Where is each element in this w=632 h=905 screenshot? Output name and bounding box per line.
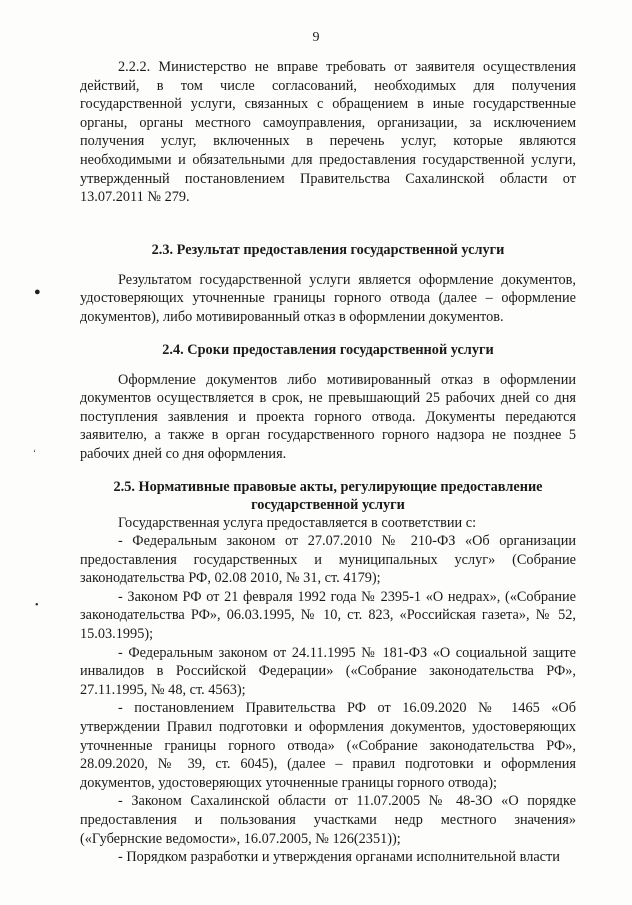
- scan-mark: ●: [34, 286, 41, 298]
- list-item: - постановлением Правительства РФ от 16.09.2020 № 1465 «Об утверждении Правил подготовки и оформления документов, удостоверяющих уточненные границы горного отвода» («Собрание законодательства РФ», 28.09.2020, № 39, ст. 6045), (далее – правил подготовки и оформления документов, удостоверяющих уточненные границы горного отвода);: [80, 700, 576, 791]
- heading-2-5-line-1: 2.5. Нормативные правовые акты, регулирующие предоставление: [113, 478, 543, 495]
- document-body: [80, 58, 576, 867]
- heading-2-3: 2.3. Результат предоставления государственной услуги: [151, 241, 505, 258]
- paragraph-2-5-intro: Государственная услуга предоставляется в соответствии с:: [118, 514, 477, 531]
- heading-2-5-line-2: государственной услуги: [251, 496, 405, 513]
- paragraph-2-3: Результатом государственной услуги является оформление документов, удостоверяющих уточненные границы горного отвода (далее – оформление документов), либо мотивированный отказ в оформлении документов.: [80, 271, 576, 325]
- heading-2-4: 2.4. Сроки предоставления государственной услуги: [162, 341, 494, 358]
- paragraph-2-4: Оформление документов либо мотивированный отказ в оформлении документов осуществляется в срок, не превышающий 25 рабочих дней со дня поступления заявления и проекта горного отвода. Документы передаются заявителю, а также в орган государственного горного надзора не позднее 5 рабочих дней со дня оформления.: [80, 371, 576, 462]
- list-item: - Законом Сахалинской области от 11.07.2005 № 48-ЗО «О порядке предоставления и пользования участками недр местного значения» («Губернские ведомости», 16.07.2005, № 126(2351));: [80, 793, 576, 847]
- page-number: 9: [312, 30, 320, 45]
- list-item: - Порядком разработки и утверждения органами исполнительной власти: [118, 849, 560, 866]
- list-item: - Федеральным законом от 27.07.2010 № 210-ФЗ «Об организации предоставления государственных и муниципальных услуг» (Собрание законодательства РФ, 02.08 2010, № 31, ст. 4179);: [80, 533, 576, 587]
- list-item: - Законом РФ от 21 февраля 1992 года № 2395-1 «О недрах», («Собрание законодательства РФ», 06.03.1995, № 10, ст. 823, «Российская газета», № 52, 15.03.1995);: [80, 588, 576, 643]
- paragraph-2-2-2: 2.2.2. Министерство не вправе требовать от заявителя осуществления действий, в том числе согласований, необходимых для получения государственной услуги, связанных с обращением в иные государственные органы, органы местного самоуправления, организации, за исключением получения услуг, включенных в перечень услуг, которые являются необходимыми и обязательными для предоставления государственной услуги, утвержденный постановлением Правительства Сахалинской области от 13.07.2011 № 279.: [80, 59, 576, 206]
- scan-mark: •: [35, 600, 39, 611]
- heading-2-5: [80, 478, 576, 514]
- scan-mark: ‘: [33, 448, 36, 458]
- list-item: - Федеральным законом от 24.11.1995 № 181-ФЗ «О социальной защите инвалидов в Российской Федерации» («Собрание законодательства РФ», 27.11.1995, № 48, ст. 4563);: [80, 644, 576, 698]
